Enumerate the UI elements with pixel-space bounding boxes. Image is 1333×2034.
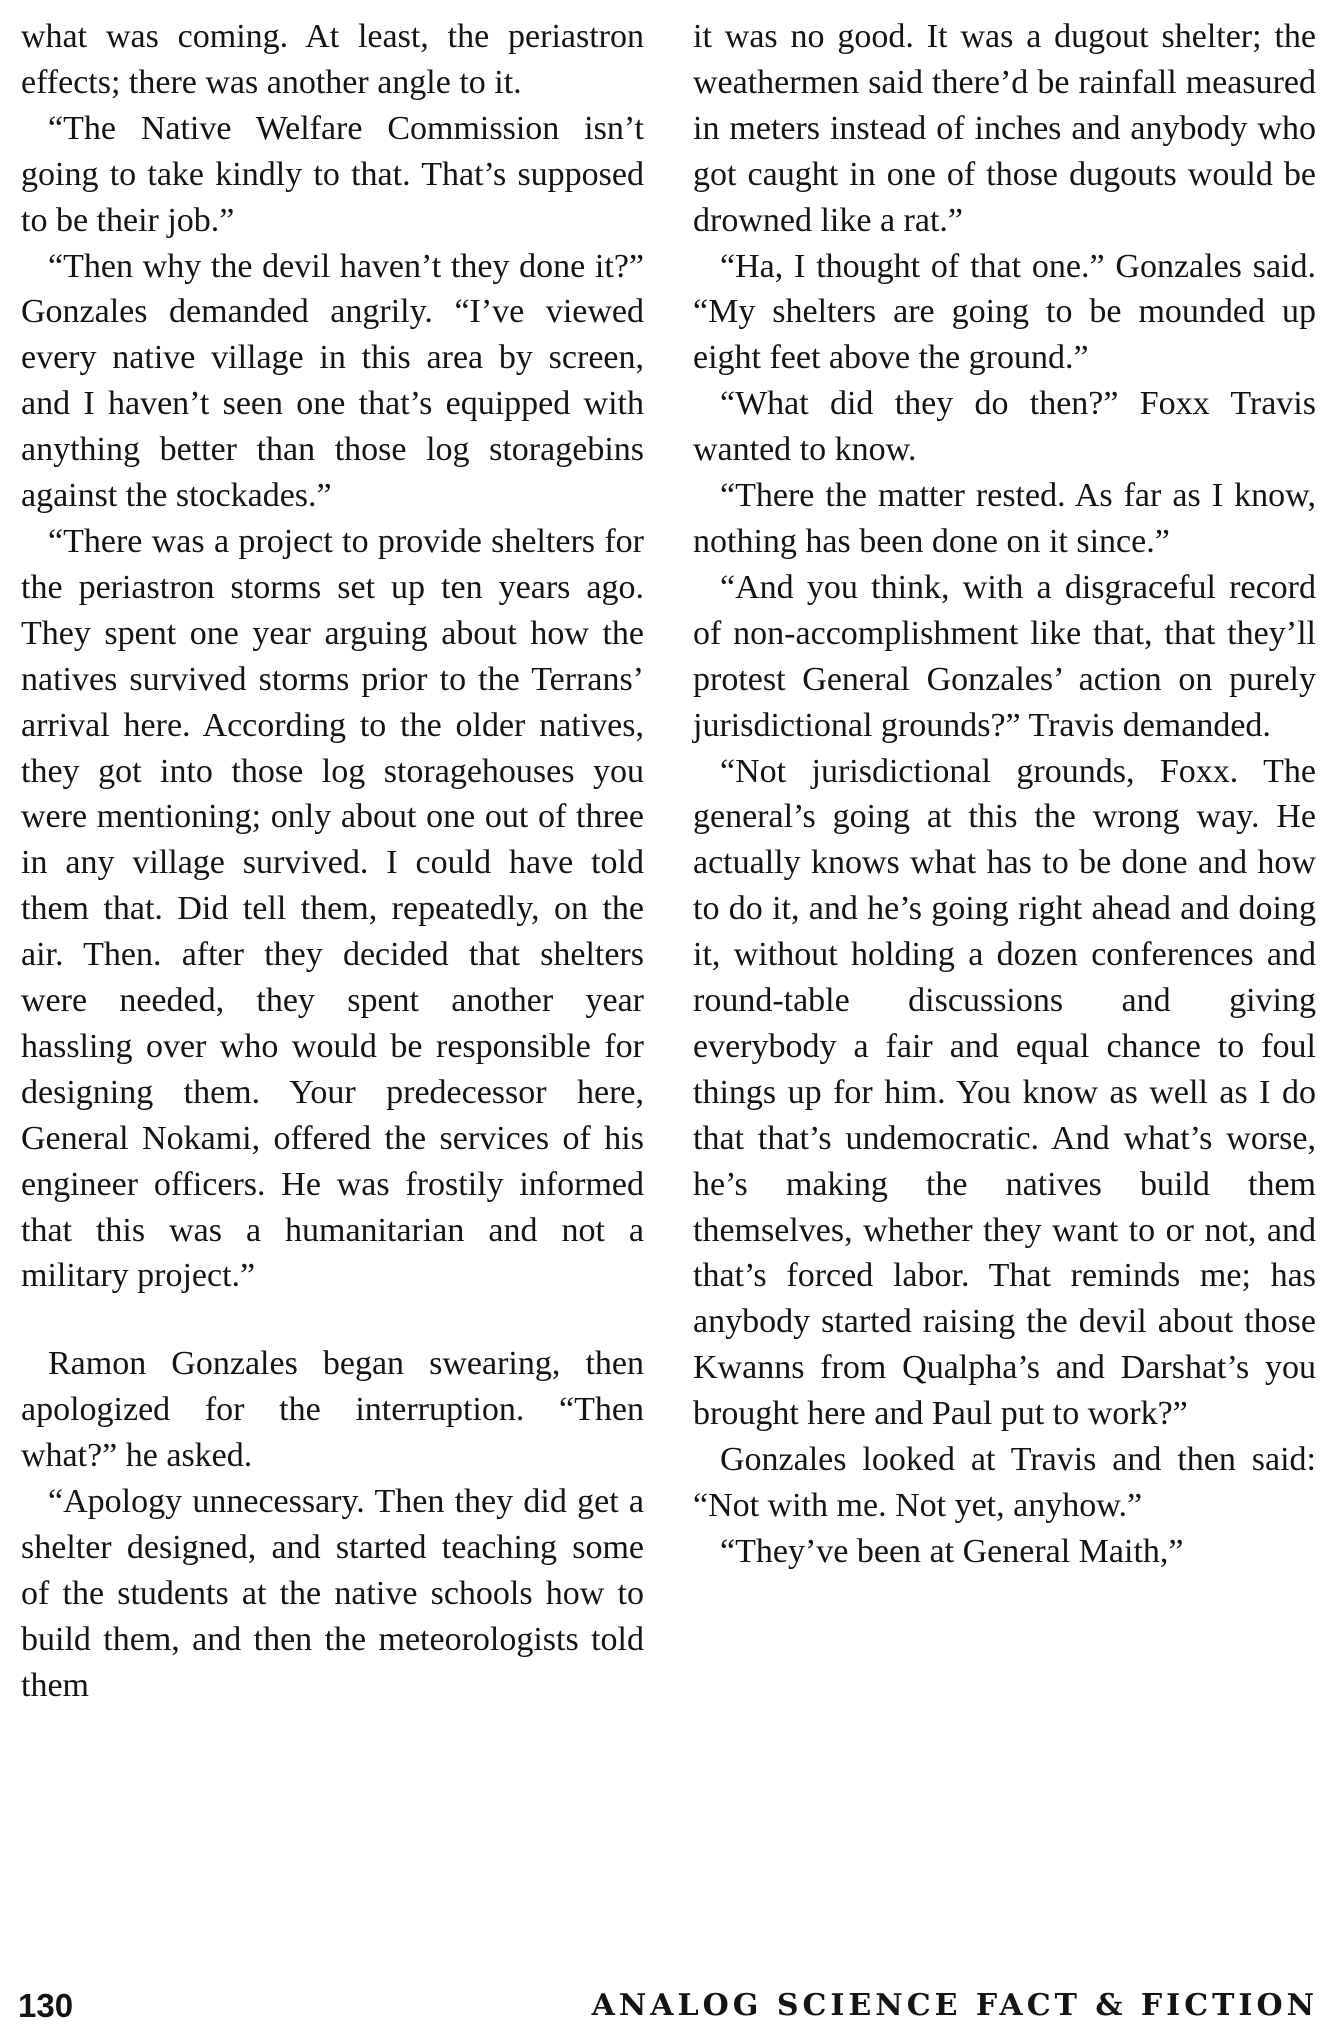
- paragraph: “Not jurisdictional grounds, Foxx. The general’s going at this the wrong way. He actually knows what has to be done and how to do it, and he’s going right ahead and doing it, without holding a dozen conferences and round-table discussions and giving everybody a fair and equal chance to foul things up for him. You know as well as I do that that’s undemocratic. And what’s worse, he’s making the natives build them themselves, whether they want to or not, and that’s forced labor. That reminds me; has anybody started raising the devil about those Kwanns from Qualpha’s and Darshat’s you brought here and Paul put to work?”: [693, 752, 1316, 1433]
- paragraph-continued: what was coming. At least, the periastron effects; there was another angle to it.: [21, 18, 644, 101]
- paragraph-after-break: Ramon Gonzales began swearing, then apologized for the interruption. “Then what?” he asked.: [21, 1345, 644, 1475]
- paragraph: “And you think, with a disgraceful record of non-accomplishment like that, that they’ll protest General Gonzales’ action on purely jurisdictional grounds?” Travis demanded.: [693, 568, 1316, 744]
- paragraph: “They’ve been at General Maith,”: [720, 1532, 1184, 1570]
- page-footer: [18, 1986, 1318, 2030]
- left-text-column: [21, 14, 644, 1709]
- paragraph: “The Native Welfare Commission isn’t going to take kindly to that. That’s supposed to be their job.”: [21, 109, 644, 239]
- right-text-column: [693, 14, 1316, 1575]
- paragraph-continued: it was no good. It was a dugout shelter; the weathermen said there’d be rainfall measured in meters instead of inches and anybody who got caught in one of those dugouts would be drowned like a rat.”: [693, 18, 1316, 239]
- paragraph: “Apology unnecessary. Then they did get a shelter designed, and started teaching some of the students at the native schools how to build them, and then the meteorologists told them: [21, 1483, 644, 1704]
- page-number: 130: [18, 1987, 74, 2024]
- paragraph: “What did they do then?” Foxx Travis wanted to know.: [693, 385, 1316, 469]
- paragraph: “Ha, I thought of that one.” Gonzales said. “My shelters are going to be mounded up eight feet above the ground.”: [693, 247, 1316, 377]
- running-title: ANALOG SCIENCE FACT & FICTION: [591, 1988, 1318, 2023]
- paragraph: “There was a project to provide shelters for the periastron storms set up ten years ago. They spent one year arguing about how the natives survived storms prior to the Terrans’ arrival here. According to the older natives, they got into those log storagehouses you were mentioning; only about one out of three in any village survived. I could have told them that. Did tell them, repeatedly, on the air. Then. after they decided that shelters were needed, they spent another year hassling over who would be responsible for designing them. Your predecessor here, General Nokami, offered the services of his engineer officers. He was frostily informed that this was a humanitarian and not a military project.”: [21, 522, 644, 1295]
- paragraph: Gonzales looked at Travis and then said: “Not with me. Not yet, anyhow.”: [693, 1441, 1316, 1524]
- paragraph: “There the matter rested. As far as I know, nothing has been done on it since.”: [693, 477, 1316, 560]
- paragraph: “Then why the devil haven’t they done it?” Gonzales demanded angrily. “I’ve viewed every native village in this area by screen, and I haven’t seen one that’s equipped with anything better than those log storagebins against the stockades.”: [21, 247, 644, 515]
